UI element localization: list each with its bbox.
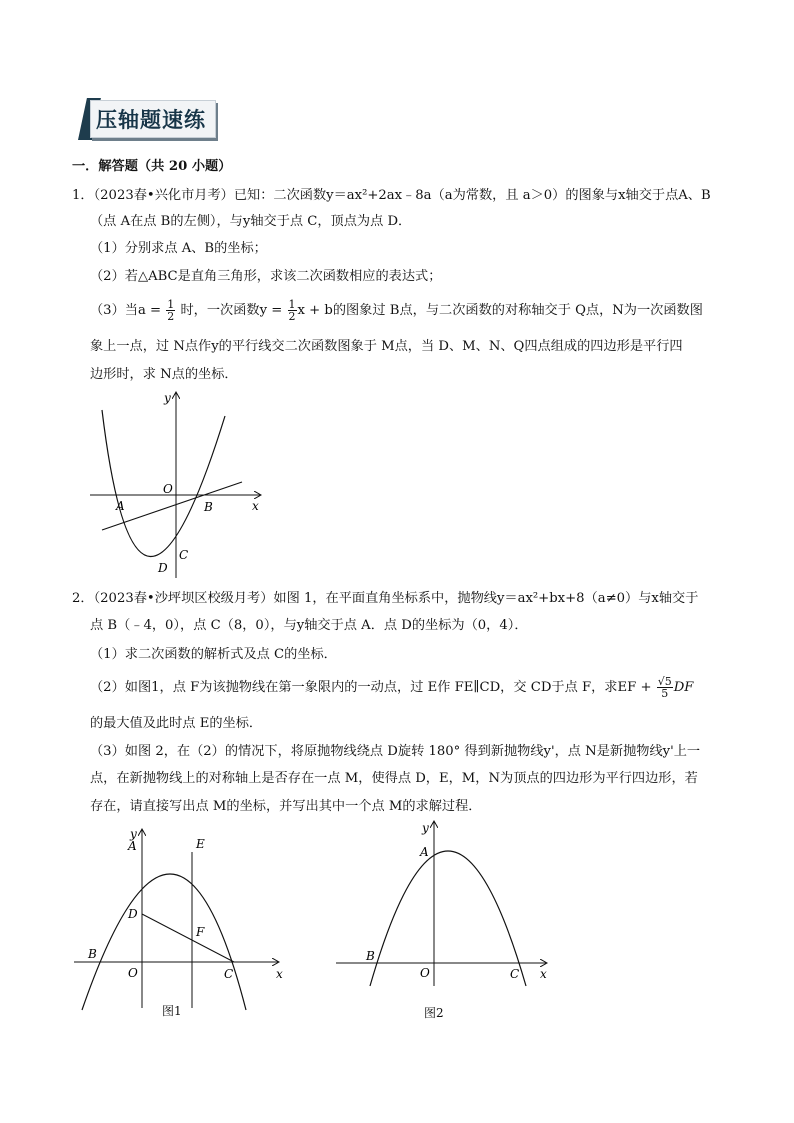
q1-line1: 1．（2023春•兴化市月考）已知：二次函数y＝ax²+2ax﹣8a（a为常数，且 a＞0）的图象与x轴交于点A、B bbox=[72, 188, 711, 203]
q1-label-A: A bbox=[116, 499, 125, 513]
q1-part3-line1 bbox=[90, 298, 703, 324]
q1-fraction-a: $\frac{1}{2}$ bbox=[167, 298, 175, 323]
fig2-label-x: x bbox=[540, 967, 547, 981]
fig1-label-C: C bbox=[224, 967, 234, 981]
q2-part3-line3: 存在，请直接写出点 M的坐标，并写出其中一个点 M的求解过程． bbox=[90, 799, 482, 814]
q2-line1: 2．（2023春•沙坪坝区校级月考）如图 1，在平面直角坐标系中，抛物线y＝ax²+bx+8（a≠0）与x轴交于 bbox=[72, 591, 699, 606]
q1-line2: （点 A在点 B的左侧），与y轴交于点 C，顶点为点 D． bbox=[90, 214, 412, 229]
q2-part2-post: DF bbox=[673, 680, 694, 695]
q1-label-x: x bbox=[252, 499, 259, 513]
q2-part3-line1: （3）如图 2，在（2）的情况下，将原抛物线绕点 D旋转 180° 得到新抛物线y'，点 N是新抛物线y'上一 bbox=[90, 744, 701, 759]
fig1-label-B: B bbox=[88, 947, 97, 961]
fig1-parabola bbox=[82, 874, 246, 1010]
q2-sqrt-fraction: $\frac{√5}{5}$ bbox=[657, 675, 672, 700]
fig2-parabola bbox=[370, 851, 526, 986]
q1-part1: （1）分别求点 A、B的坐标； bbox=[90, 241, 267, 256]
q2-part2-line2: 的最大值及此时点 E的坐标． bbox=[90, 716, 263, 731]
q2-part3-line2: 点，在新抛物线上的对称轴上是否存在一点 M，使得点 D，E，M，N为顶点的四边形为平行四边形，若 bbox=[90, 771, 698, 786]
section-heading: 一．解答题（共 20 小题） bbox=[72, 159, 232, 174]
q1-label-C: C bbox=[179, 548, 189, 562]
fig2-label-B: B bbox=[366, 949, 375, 963]
fig1-label-O: O bbox=[128, 966, 138, 980]
q2-part1: （1）求二次函数的解析式及点 C的坐标． bbox=[90, 647, 337, 662]
fig2-label-A: A bbox=[420, 845, 429, 859]
banner-title: 压轴题速练 bbox=[96, 108, 206, 132]
q2-part2-pre: （2）如图1，点 F为该抛物线在第一象限内的一动点，过 E作 FE∥CD，交 CD于点 F，求EF + bbox=[90, 680, 652, 695]
fig1-label-D: D bbox=[128, 907, 138, 921]
q1-fraction-k: $\frac{1}{2}$ bbox=[288, 298, 296, 323]
q1-part3-mid1: 时，一次函数y = bbox=[180, 303, 283, 318]
q1-figure bbox=[80, 388, 280, 580]
q1-label-B: B bbox=[204, 500, 213, 514]
q2-part2-line1 bbox=[90, 675, 693, 701]
fig1-label-A: A bbox=[128, 839, 137, 853]
q1-part3-line3: 边形时，求 N点的坐标． bbox=[90, 367, 238, 382]
q1-part3-pre: （3）当a = bbox=[90, 303, 162, 318]
q1-part3-line2: 象上一点，过 N点作y的平行线交二次函数图象于 M点，当 D、M、N、Q四点组成的四边形是平行四 bbox=[90, 339, 683, 354]
q2-figure-2 bbox=[330, 818, 560, 988]
fig1-label-E: E bbox=[196, 837, 205, 851]
fig2-label-O: O bbox=[420, 966, 430, 980]
fig1-caption: 图1 bbox=[162, 1004, 182, 1018]
q1-label-y: y bbox=[164, 391, 171, 405]
q1-label-O: O bbox=[163, 482, 173, 496]
fig1-label-y: y bbox=[130, 827, 137, 841]
section-banner bbox=[78, 98, 220, 140]
q2-line2: 点 B（﹣4，0），点 C（8，0），与y轴交于点 A．点 D的坐标为（0，4）． bbox=[90, 618, 528, 633]
q1-part2: （2）若△ABC是直角三角形，求该二次函数相应的表达式； bbox=[90, 269, 442, 284]
fig2-label-y: y bbox=[422, 821, 429, 835]
fig1-segment-CD bbox=[142, 914, 234, 962]
fig2-caption: 图2 bbox=[424, 1006, 444, 1020]
q2-figure-1 bbox=[70, 822, 300, 1022]
q1-part3-mid2: x + b的图象过 B点，与二次函数的对称轴交于 Q点，N为一次函数图 bbox=[297, 303, 703, 318]
fig2-label-C: C bbox=[510, 967, 520, 981]
q1-label-D: D bbox=[158, 561, 168, 575]
fig1-label-x: x bbox=[276, 967, 283, 981]
fig1-label-F: F bbox=[196, 925, 205, 939]
